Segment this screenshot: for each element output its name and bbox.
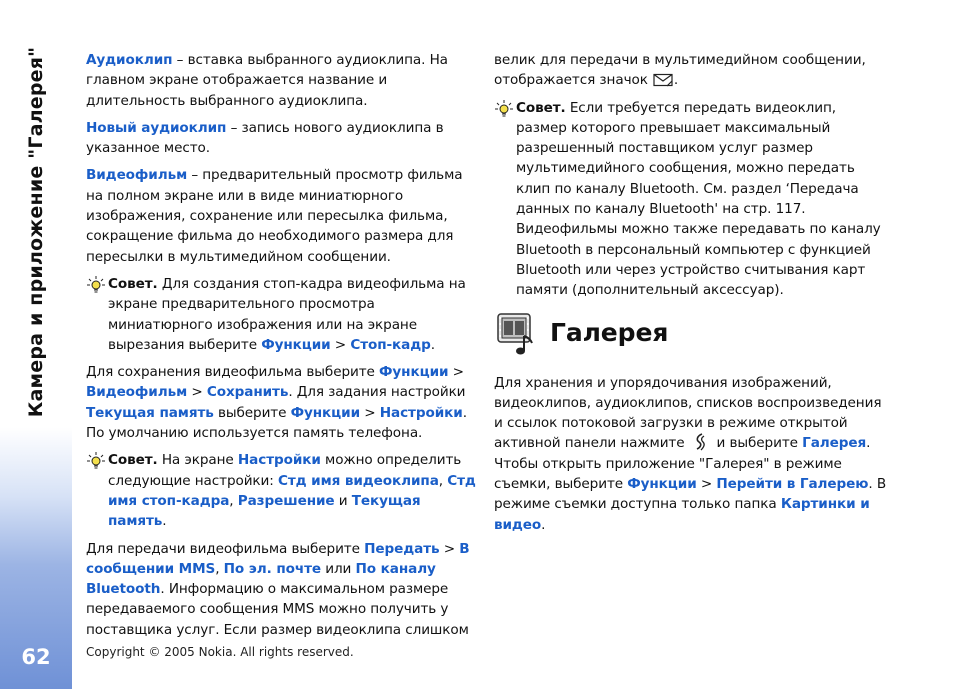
video-film-entry [86,165,481,266]
functions-link: Функции [261,336,331,353]
text-segment: и выберите [716,435,803,452]
text-segment: выберите [213,404,291,421]
menu-separator: > [187,384,207,401]
continued-paragraph [494,50,889,91]
right-column [494,50,889,542]
functions-link: Функции [627,476,697,493]
new-audio-clip-term: Новый аудиоклип [86,119,227,136]
menu-separator: > [448,364,464,381]
chapter-sidebar [0,0,72,689]
send-link: Передать [364,540,440,557]
go-to-gallery-link: Перейти в Галерею [716,476,869,493]
video-film-link: Видеофильм [86,384,188,401]
gallery-section-heading [494,311,889,357]
mms-envelope-icon [652,73,674,87]
lightbulb-icon [86,275,106,295]
default-video-name-link: Стд имя видеоклипа [277,472,439,489]
tip-label: Совет. [108,275,158,292]
text-segment: , [215,560,224,577]
via-mms-link: В сообщении MMS [86,540,470,577]
text-segment: . Чтобы открыть приложение "Галерея" в режиме съемки, выберите [494,435,871,493]
new-audio-clip-description: – запись нового аудиоклипа в указанное место. [86,119,444,157]
text-segment: . [541,516,546,533]
text-segment: . В режиме съемки доступна только папка [494,476,887,513]
save-video-paragraph [86,362,481,443]
tip-text: Если требуется передать видеоклип, размер которого превышает максимальный разрешенный поставщиком услуг размер мультимедийного сообщения, можно передать клип по каналу Bluetooth. См. раздел ‘Передача данных по каналу Bluetooth' на стр. 117. Видеофильмы можно также передавать по каналу Bluetooth в персональный компьютер с функцией Bluetooth или через устройство считывания карт памяти (дополнительный аксессуар). [516,99,881,299]
text-segment: . Информацию о максимальном размере передаваемого сообщения MMS можно получить у поставщика услуг. Если размер видеоклипа слишком [86,581,469,638]
current-memory-link: Текущая память [108,492,421,530]
lightbulb-icon [494,99,514,119]
default-frame-name-link: Стд имя стоп-кадра [108,472,476,509]
left-column [86,50,481,647]
tip-label: Совет. [108,452,158,469]
functions-link: Функции [290,404,361,421]
video-film-description: – предварительный просмотр фильма на полном экране или в виде миниатюрного изображения, сохранение или пересылка фильма, сокращение фильма до необходимого размера для пересылки в мультимедийном сообщении. [86,167,463,265]
settings-link: Настройки [237,452,321,469]
audio-clip-term: Аудиоклип [86,52,173,68]
tip-text: Для создания стоп-кадра видеофильма на экране предварительного просмотра миниатюрного изображения или на экране вырезания выберите [108,275,466,353]
text-segment: На экране [157,452,238,469]
text-segment: , [229,492,238,509]
lightbulb-icon [86,451,106,471]
text-segment: Для сохранения видеофильма выберите [86,364,380,381]
text-segment: или [320,560,356,577]
section-title: Галерея [550,318,669,348]
tip-end: . [430,336,435,353]
gallery-paragraph [494,373,889,535]
page-number: 62 [21,645,51,669]
via-email-link: По эл. почте [223,560,321,577]
images-and-video-link: Картинки и видео [494,496,870,533]
tip-freeze-frame [86,274,481,355]
tip-label: Совет. [516,99,566,116]
video-film-term: Видеофильм [86,167,188,184]
menu-separator: > [696,476,717,493]
functions-link: Функции [379,364,449,381]
text-segment: . Для задания настройки [288,384,466,401]
current-memory-link: Текущая память [86,404,214,421]
text-segment: можно определить следующие настройки: [108,452,462,489]
text-segment: . [162,513,167,530]
freeze-frame-link: Стоп-кадр [350,336,431,353]
menu-separator: > [360,404,380,421]
copyright-footer: Copyright © 2005 Nokia. All rights reserved. [86,645,354,659]
tip-bluetooth [494,98,889,301]
text-segment: . [673,72,679,89]
chapter-title: Камера и приложение "Галерея" [25,46,47,418]
new-audio-clip-entry [86,118,481,159]
settings-link: Настройки [379,404,463,421]
tip-settings [86,450,481,531]
text-segment: и [334,492,352,509]
text-segment: . По умолчанию используется память телефона. [86,404,467,442]
text-segment: Для хранения и упорядочивания изображений, видеоклипов, аудиоклипов, списков воспроизведения и ссылок потоковой загрузки в режиме открытой активной панели нажмите [494,374,882,452]
menu-separator: > [439,540,460,557]
menu-key-icon [693,433,709,451]
gallery-link: Галерея [802,435,867,452]
audio-clip-description: – вставка выбранного аудиоклипа. На главном экране отображается название и длительность выбранного аудиоклипа. [86,52,448,109]
resolution-link: Разрешение [237,492,335,509]
send-video-paragraph [86,539,481,640]
via-bluetooth-link: По каналу Bluetooth [86,560,436,598]
text-segment: , [438,472,448,489]
text-segment: велик для передачи в мультимедийном сообщении, отображается значок [494,52,866,89]
audio-clip-entry [86,50,481,111]
menu-separator: > [330,336,351,353]
text-segment: Для передачи видеофильма выберите [86,540,365,557]
gallery-icon [494,311,540,357]
save-link: Сохранить [206,384,289,401]
